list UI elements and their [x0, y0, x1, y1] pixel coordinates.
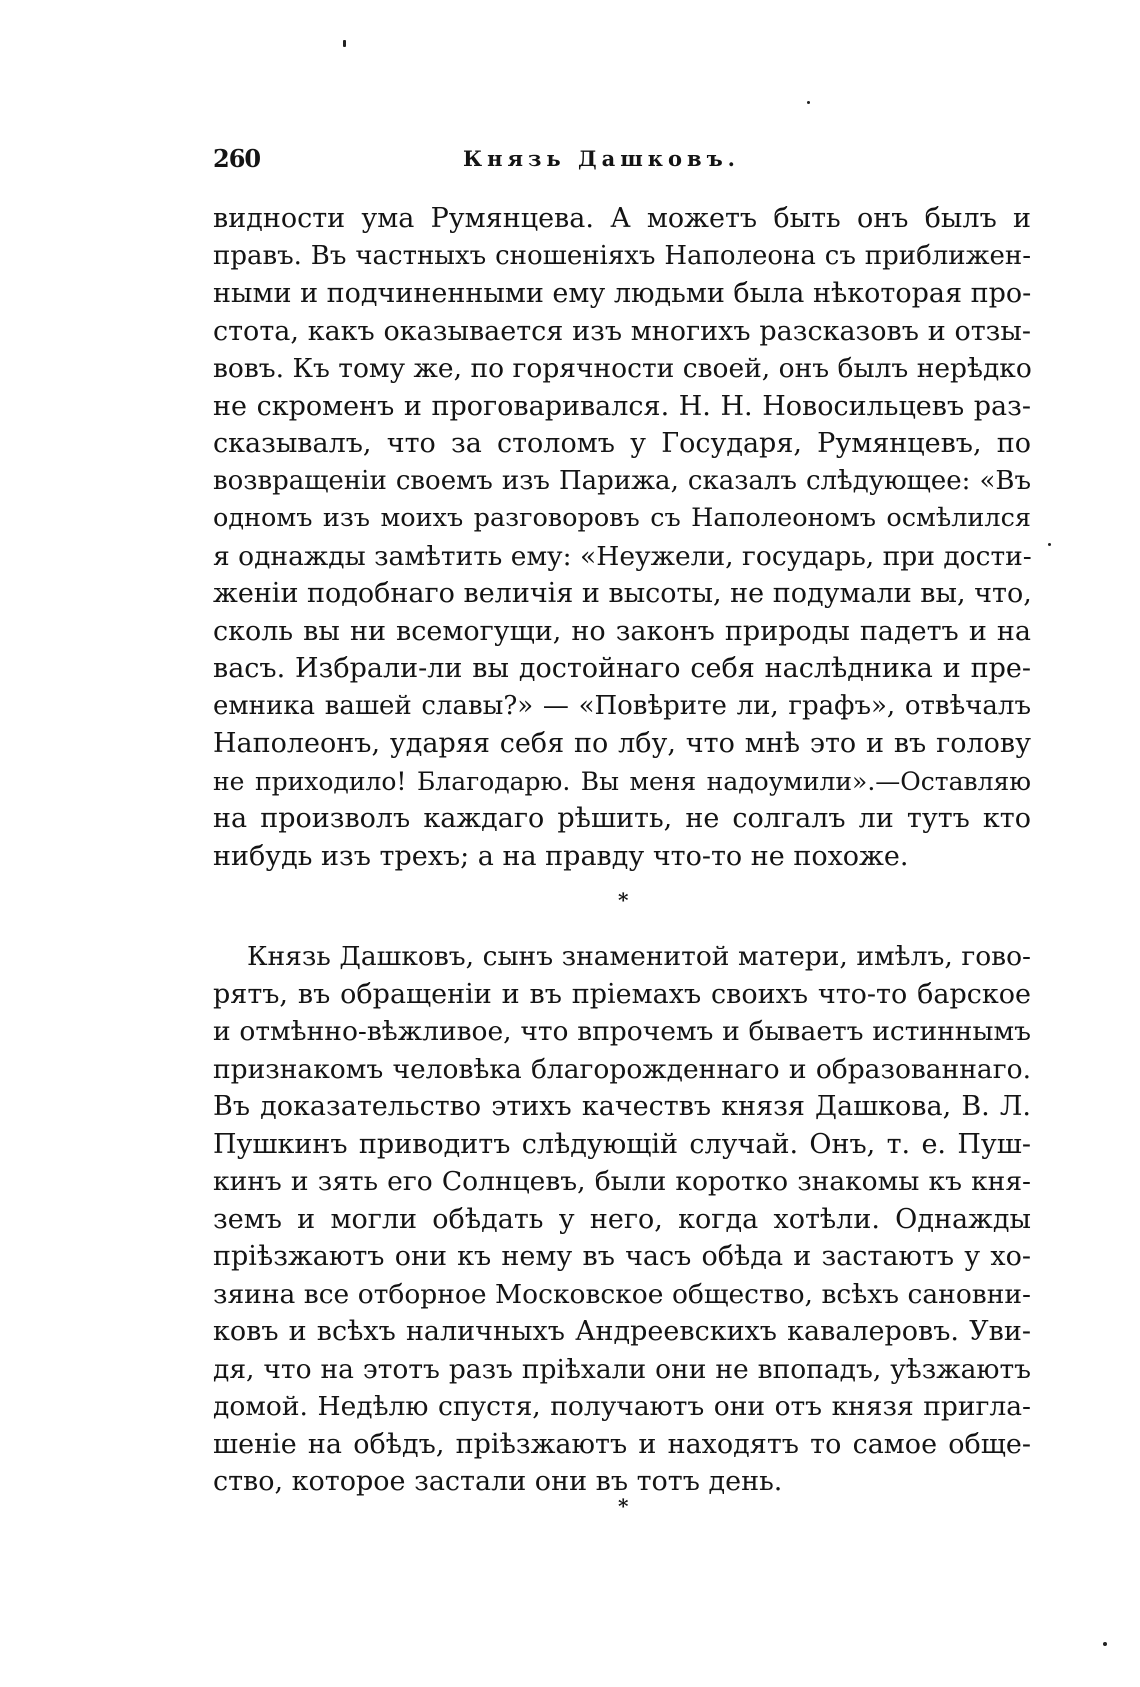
text-line: зяина все отборное Московское общество, всѣхъ сановни-	[213, 1278, 1031, 1310]
text-line: Наполеонъ, ударяя себя по лбу, что мнѣ это и въ голову	[213, 728, 1031, 759]
text-line: Пушкинъ приводитъ слѣдующій случай. Онъ, т. е. Пуш-	[213, 1128, 1031, 1160]
text-line: дя, что на этотъ разъ пріѣхали они не впопадъ, уѣзжаютъ	[213, 1353, 1031, 1385]
text-line: земъ и могли обѣдать у него, когда хотѣли. Однажды	[213, 1203, 1031, 1235]
text-line: кинъ и зять его Солнцевъ, были коротко знакомы къ кня-	[213, 1166, 1031, 1197]
paragraph-2	[213, 938, 1031, 1501]
text-line: женіи подобнаго величія и высоты, не подумали вы, что,	[213, 578, 1032, 609]
text-line: рятъ, въ обращеніи и въ пріемахъ своихъ что-то барское	[213, 978, 1031, 1010]
paragraph-1	[213, 200, 1031, 875]
text-line: признакомъ человѣка благорожденнаго и образованнаго.	[213, 1053, 1031, 1085]
text-line: я однажды замѣтить ему: «Неужели, государь, при дости-	[213, 540, 1032, 572]
text-line: стота, какъ оказывается изъ многихъ разсказовъ и отзы-	[213, 315, 1031, 347]
text-line: вовъ. Къ тому же, по горячности своей, онъ былъ нерѣдко	[213, 353, 1032, 384]
text-line: не скроменъ и проговаривался. Н. Н. Новосильцевъ раз-	[213, 390, 1031, 422]
text-line: пріѣзжаютъ они къ нему въ часъ обѣда и застаютъ у хо-	[213, 1241, 1031, 1272]
section-separator: *	[618, 888, 629, 912]
text-line: возвращеніи своемъ изъ Парижа, сказалъ слѣдующее: «Въ	[213, 465, 1031, 496]
text-line: видности ума Румянцева. А можетъ быть онъ былъ и	[213, 203, 1031, 234]
text-line: васъ. Избрали-ли вы достойнаго себя наслѣдника и пре-	[213, 653, 1031, 684]
page-header	[213, 142, 755, 176]
text-line: емника вашей славы?» — «Повѣрите ли, графъ», отвѣчалъ	[213, 690, 1031, 721]
text-line: не приходило! Благодарю. Вы меня надоумили».—Оставляю	[213, 766, 1031, 796]
scan-speck	[1048, 543, 1051, 546]
text-line: Князь Дашковъ, сынъ знаменитой матери, имѣлъ, гово-	[247, 941, 1031, 972]
text-line: сколь вы ни всемогущи, но законъ природы падетъ и на	[213, 615, 1031, 647]
text-line: на произволъ каждаго рѣшить, не солгалъ ли тутъ кто	[213, 803, 1031, 834]
text-line: правъ. Въ частныхъ сношеніяхъ Наполеона съ приближен-	[213, 240, 1031, 271]
text-line: домой. Недѣлю спустя, получаютъ они отъ князя пригла-	[213, 1391, 1031, 1422]
text-line: и отмѣнно-вѣжливое, что впрочемъ и бываетъ истиннымъ	[213, 1016, 1031, 1047]
scan-speck	[807, 101, 810, 104]
running-title: Князь Дашковъ.	[463, 146, 740, 171]
page-number: 260	[213, 144, 261, 173]
text-line: Въ доказательство этихъ качествъ князя Дашкова, В. Л.	[213, 1091, 1031, 1122]
text-line: нибудь изъ трехъ; а на правду что-то не похоже.	[213, 840, 909, 872]
text-line: ковъ и всѣхъ наличныхъ Андреевскихъ кавалеровъ. Уви-	[213, 1316, 1031, 1347]
scan-speck	[343, 40, 346, 47]
section-separator: *	[618, 1494, 629, 1518]
scan-speck	[1103, 1642, 1107, 1646]
text-line: одномъ изъ моихъ разговоровъ съ Наполеономъ осмѣлился	[213, 503, 1031, 533]
text-line: шеніе на обѣдъ, пріѣзжаютъ и находятъ то самое обще-	[213, 1428, 1031, 1460]
text-line: ными и подчиненными ему людьми была нѣкоторая про-	[213, 278, 1032, 309]
text-line: сказывалъ, что за столомъ у Государя, Румянцевъ, по	[213, 428, 1031, 459]
text-line: ство, которое застали они въ тотъ день.	[213, 1466, 783, 1497]
